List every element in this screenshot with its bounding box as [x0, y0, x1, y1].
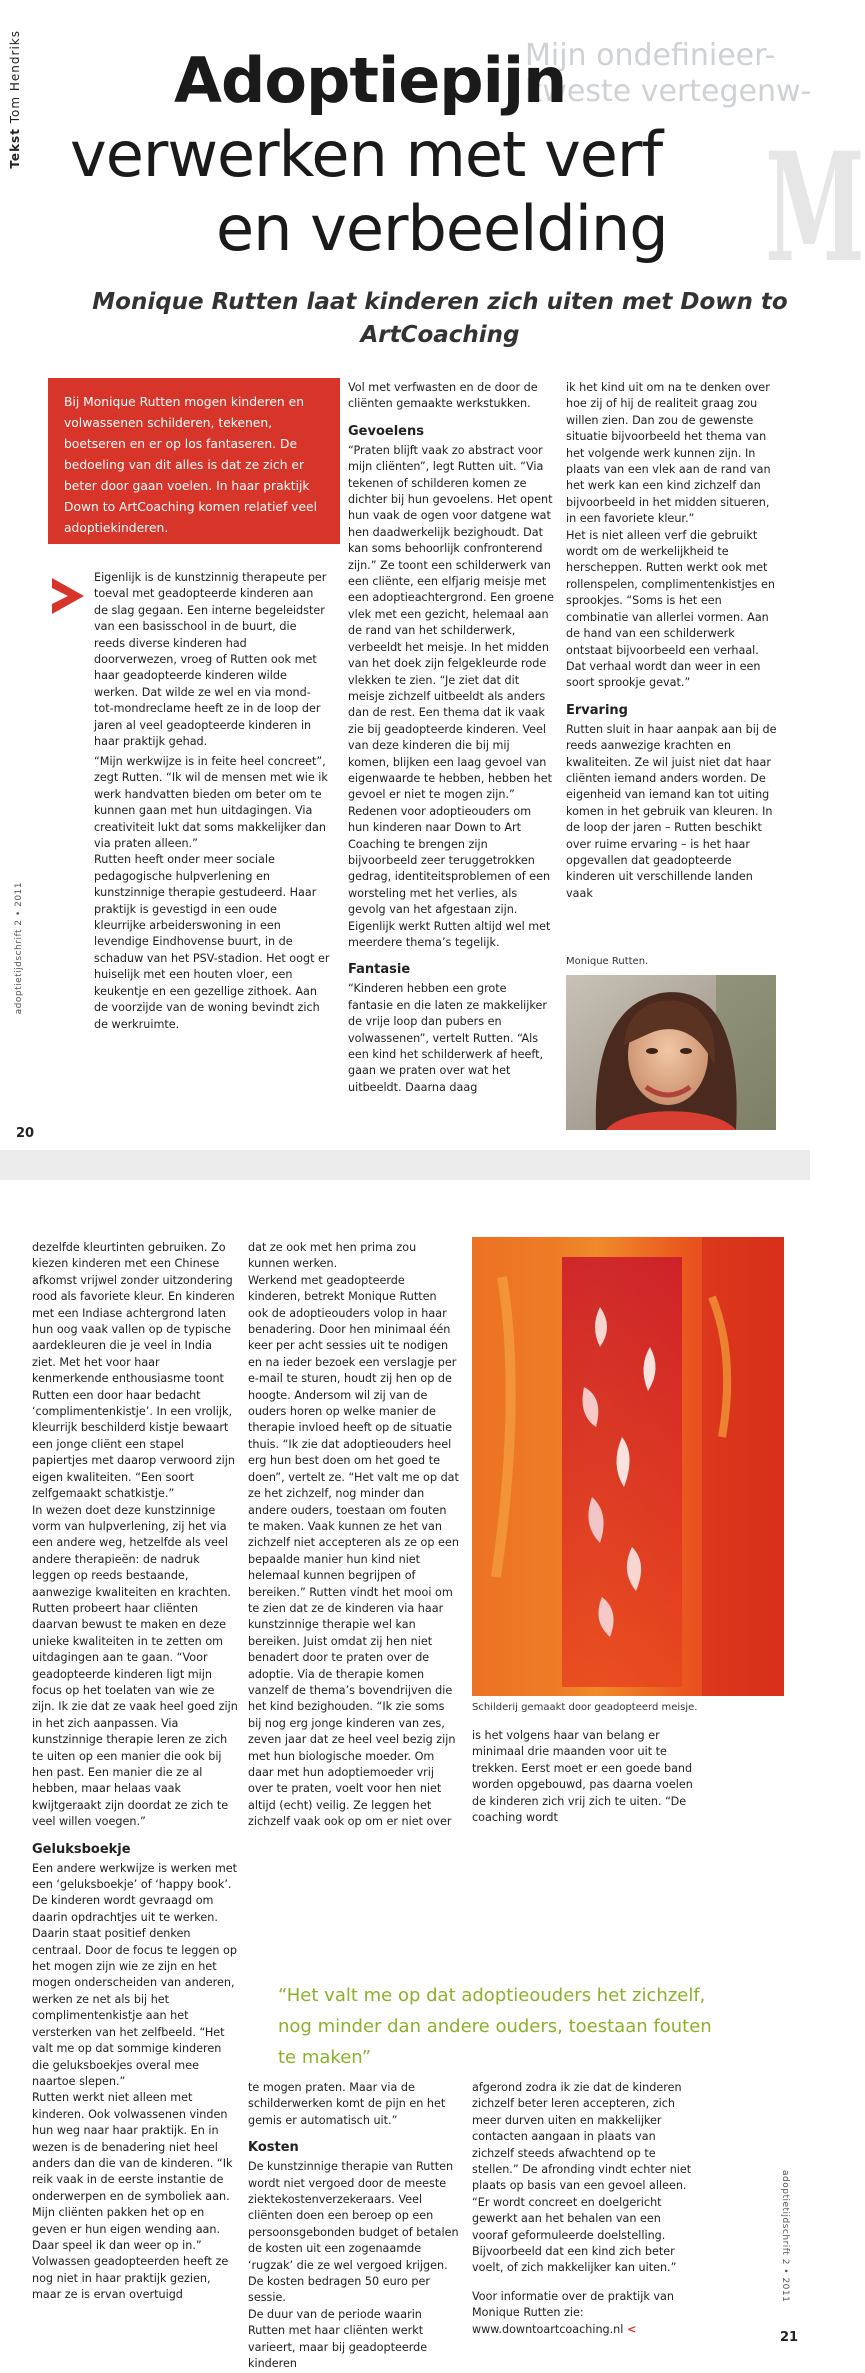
credit-label: Tekst [8, 128, 22, 169]
article-column-3 [566, 380, 780, 902]
subtitle: Monique Rutten laat kinderen zich uiten met Down to ArtCoaching [92, 289, 788, 348]
intro-box: Bij Monique Rutten mogen kinderen en volwassenen schilderen, tekenen, boetseren en er op los fantaseren. De bedoeling van dit alles is dat ze zich er beter door gaan voelen. In haar praktijk Down to ArtCoaching komen relatief veel adoptiekinderen. [48, 378, 340, 544]
section-heading: Fantasie [348, 962, 411, 978]
paragraph: ik het kind uit om na te denken over hoe zij of hij de realiteit graag zou willen zien. Dan zou de gewenste situatie bijvoorbeeld het thema van het volgende werk kunnen zijn. In plaats van een vlek aan de rand van het werk kan een kind zichzelf dan bijvoorbeeld in het midden situeren, in een favoriete kleur.” [566, 381, 771, 526]
title-line-3: en verbeelding [216, 192, 668, 265]
footer-vertical-text: adoptietijdschrift 2 • 2011 [780, 2170, 790, 2303]
paragraph: Redenen voor adoptieouders om hun kinderen naar Down to Art Coaching te brengen zijn bijvoorbeeld zeer teruggetrokken gedrag, identiteitsproblemen of een worsteling met het verlies, als gevolg van het afgestaan zijn. Eigenlijk werkt Rutten altijd wel met meerdere thema’s tegelijk. [348, 804, 551, 949]
credit-name: Tom Hendriks [8, 30, 22, 124]
article-column-1b [94, 754, 330, 1033]
paragraph: Een andere werkwijze is werken met een ‘geluksboekje’ of ‘happy book’. De kinderen wordt gevraagd om daarin opdrachtjes uit te werken. Daarin staat positief denken centraal. Door de focus te leggen op het mogen zijn wie ze zijn en het mogen onderscheiden van anderen, werken ze net als bij het complimentenkistje aan het versterken van het zelfbeeld. “Het valt me op dat sommige kinderen die geluksboekjes overal mee naartoe slepen.” [32, 1861, 238, 2088]
paragraph: dat ze ook met hen prima zou kunnen werken. [248, 1241, 417, 1271]
paragraph: Voor informatie over de praktijk van Monique Rutten zie: [472, 2289, 674, 2320]
article-column-2c [248, 2080, 460, 2373]
article-column-1 [94, 570, 330, 750]
chevron-marker-icon [48, 574, 88, 618]
article-column-1 [32, 1240, 238, 2304]
end-marker-icon: < [626, 2322, 637, 2336]
magazine-page-20 [0, 0, 865, 1150]
author-credit [8, 30, 22, 169]
page-gap [0, 1150, 810, 1180]
pull-quote: “Het valt me op dat adoptieouders het zichzelf, nog minder dan andere ouders, toestaan fouten te maken” [278, 1985, 712, 2068]
article-column-3b [472, 2080, 698, 2338]
footer-vertical-text: adoptietijdschrift 2 • 2011 [14, 882, 24, 1015]
paragraph: Werkend met geadopteerde kinderen, betrekt Monique Rutten ook de adoptieouders volop in haar benadering. Door hen minimaal één keer per acht sessies uit te nodigen en na ieder bezoek een verslagje per e-mail te sturen, houdt zij hen op de hoogte. Andersom wil zij van de ouders horen op welke manier de therapie invloed heeft op de situatie thuis. “Ik zie dat adoptieouders heel erg hun best doen om het goed te doen”, vertelt ze. “Het valt me op dat ze het zichzelf, nog minder dan andere ouders, toestaan om fouten te maken. Vaak kunnen ze het van zichzelf niet accepteren als ze op een bepaalde manier hun kind niet helemaal kunnen begrijpen of bereiken.” Rutten vindt het mooi om te zien dat ze de kinderen via haar kunstzinnige therapie wel kan bereiken. Juist omdat zij hen niet benadert door te praten over de adoptie. Via de therapie komen vanzelf de thema’s bovendrijven die het kind bezighouden. “Ik zie soms bij nog erg jonge kinderen van zes, zeven jaar dat ze heel veel bezig zijn met hun biologische moeder. Om daar met hun adoptiemoeder vrij over te praten, voelt voor hen niet altijd (echt) veilig. Ze leggen het zichzelf vaak ook op om er niet over [248, 1273, 459, 1829]
article-column-2 [348, 380, 554, 1096]
paragraph: “Praten blijft vaak zo abstract voor mijn cliënten”, legt Rutten uit. “Via tekenen of schilderen komen ze dichter bij hun gevoelens. Het opent hun vaak de ogen voor datgene wat hen daadwerkelijk bezighoudt. Dat kan soms behoorlijk confronterend zijn.” Ze toont een schilderwerk van een cliënte, een elfjarig meisje met een adoptieachtergrond. Een groene vlek met een gezicht, helemaal aan de rand van het schilderwerk, verbeeldt het meisje. In het midden van het doek zijn felgekleurde rode vlekken te zien. “Je ziet dat dit meisje zichzelf uitbeeldt als anders dan de rest. Een thema dat ik vaak zie bij geadopteerde kinderen. Veel van deze kinderen die bij mij komen, blijken een laag gevoel van eigenwaarde te hebben, hebben het gevoel er niet te mogen zijn.” [348, 443, 554, 802]
ghost-background-text: Mijn ondefinieer- kweste vertegenw- [525, 38, 812, 109]
portrait-photo [566, 975, 776, 1130]
painting-caption: Schilderij gemaakt door geadopteerd meisje. [472, 1702, 698, 1713]
title-line-1: Adoptiepijn [174, 44, 567, 117]
painting-graphic [472, 1237, 784, 1696]
ghost-letter: M [765, 120, 865, 296]
paragraph: afgerond zodra ik zie dat de kinderen zichzelf beter leren accepteren, zich meer durven uiten en makkelijker contacten aangaan in plaats van zichzelf steeds afwachtend op te stellen.” De afronding vindt echter niet plaats op basis van een gevoel alleen. “Er wordt concreet en doelgericht gewerkt aan het behalen van een vooraf geformuleerde doelstelling. Bijvoorbeeld dat een kind zich beter voelt, of zich makkelijker kan uiten.” [472, 2081, 692, 2275]
article-column-3 [472, 1728, 698, 1826]
section-heading: Kosten [248, 2140, 299, 2156]
paragraph: Rutten heeft onder meer sociale pedagogische hulpverlening en kunstzinnige therapie gestudeerd. Haar praktijk is gevestigd in een oude kleurrijke arbeiderswoning in een levendige Eindhovense buurt, in de schaduw van het PSV-stadion. Het oogt er huiselijk met een houten vloer, een keukentje en een gezellige zithoek. Aan de voorzijde van de woning bevindt zich de werkruimte. [94, 853, 330, 1031]
paragraph: De duur van de periode waarin Rutten met haar cliënten werkt varieert, maar bij geadopteerde kinderen [248, 2307, 428, 2371]
paragraph: “Kinderen hebben een grote fantasie en die laten ze makkelijker de vrije loop dan pubers en volwassenen”, vertelt Rutten. “Als een kind het schilderwerk af heeft, gaan we praten over wat het uitbeeldt. Daarna daag [348, 982, 547, 1094]
paragraph: In wezen doet deze kunstzinnige vorm van hulpverlening, zij het via een andere weg, hetzelfde als veel andere therapieën: de nadruk leggen op reeds bestaande, aanwezige kwaliteiten en krachten. Rutten probeert haar cliënten daarvan bewust te maken en deze unieke kwaliteiten in te zetten om uitdagingen aan te gaan. “Voor geadopteerde kinderen ligt mijn focus op het toelaten van wie ze zijn. Ik zie dat ze vaak heel goed zijn in het zich aanpassen. Via kunstzinnige therapie leren ze zich te uiten op een manier die ook bij hen past. Een manier die ze al hebben, maar helaas vaak kwijtgeraakt zijn doordat ze zich te veel willen voegen.” [32, 1503, 238, 1829]
section-heading: Gevoelens [348, 423, 424, 439]
magazine-page-21 [0, 1180, 810, 2371]
painting-image [472, 1237, 784, 1696]
article-column-2 [248, 1240, 460, 1831]
title-line-2: verwerken met verf [70, 118, 663, 191]
photo-caption: Monique Rutten. [566, 956, 649, 967]
website-link[interactable]: www.downtoartcoaching.nl [472, 2322, 624, 2336]
paragraph: is het volgens haar van belang er minimaal drie maanden voor uit te trekken. Eerst moet er een goede band worden opgebouwd, pas daarna voelen de kinderen zich vrij zich te uiten. “De coaching wordt [472, 1729, 693, 1825]
page-number: 21 [780, 2330, 799, 2345]
paragraph: Het is niet alleen verf die gebruikt wordt om de werkelijkheid te herscheppen. Rutten werkt ook met rollenspelen, complimentenkistjes en sprookjes. “Soms is het een combinatie van allerlei vormen. Aan de hand van een schilderwerk ontstaat bijvoorbeeld een verhaal. Dat verhaal wordt dan weer in een soort sprookje gevat.” [566, 528, 775, 690]
paragraph: De kunstzinnige therapie van Rutten wordt niet vergoed door de meeste ziektekostenverzekeraars. Veel cliënten doen een beroep op een persoonsgebonden budget of betalen de kosten uit een zogenaamde ‘rugzak’ die ze wel vergoed krijgen. De kosten bedragen 50 euro per sessie. [248, 2160, 459, 2305]
website-link-line [472, 2322, 698, 2338]
paragraph: “Mijn werkwijze is in feite heel concreet”, zegt Rutten. “Ik wil de mensen met wie ik werk handvatten bieden om beter om te kunnen gaan met hun uitdagingen. Via creativiteit lukt dat soms makkelijker dan via praten alleen.” [94, 755, 328, 851]
paragraph: Rutten werkt niet alleen met kinderen. Ook volwassenen vinden hun weg naar haar praktijk. En in wezen is de benadering niet heel anders dan die van de kinderen. “Ik reik vaak in de eerste instantie de onderwerpen en de symboliek aan. Mijn cliënten pakken het op en geven er hun eigen wending aan. Daar speel ik dan weer op in.” Volwassen geadopteerden heeft ze nog niet in haar praktijk gezien, maar ze is ervan overtuigd [32, 2091, 233, 2302]
page-number: 20 [16, 1126, 35, 1141]
paragraph: Vol met verfwasten en de door de cliënten gemaakte werkstukken. [348, 381, 538, 411]
paragraph: Rutten sluit in haar aanpak aan bij de reeds aanwezige krachten en kwaliteiten. Ze wil juist niet dat haar cliënten iemand anders worden. De eigenheid van iemand kan tot uiting komen in het gebruik van kleuren. In de loop der jaren – Rutten beschikt over ruime ervaring – is het haar opgevallen dat geadopteerde kinderen uit verschillende landen vaak [566, 722, 777, 900]
section-heading: Ervaring [566, 702, 628, 718]
paragraph: dezelfde kleurtinten gebruiken. Zo kiezen kinderen met een Chinese afkomst vrijwel zonder uitzondering rood als favoriete kleur. En kinderen met een Indiase achtergrond laten hun oog vaak vallen op de typische aardekleuren die je veel in India ziet. Met het voor haar kenmerkende enthousiasme toont Rutten een door haar bedacht ‘complimentenkistje’. In een vrolijk, kleurrijk beschilderd kistje bewaart een jonge cliënt een stapel papiertjes met daarop verwoord zijn eigen kwaliteiten. “Een soort zelfgemaakt schatkistje.” [32, 1241, 235, 1501]
section-heading: Geluksboekje [32, 1841, 131, 1857]
portrait-image [566, 975, 776, 1130]
paragraph: Eigenlijk is de kunstzinnig therapeute per toeval met geadopteerde kinderen aan de slag gegaan. Een interne begeleidster van een basisschool in de buurt, die reeds diverse kinderen had doorverwezen, vroeg of Rutten ook met haar geadopteerde kinderen wilde werken. Dat wilde ze wel en via mond-tot-mondreclame heeft ze in de loop der jaren al veel geadopteerde kinderen in haar praktijk gehad. [94, 571, 327, 749]
paragraph: te mogen praten. Maar via de schilderwerken komt de pijn en het gemis er automatisch uit.” [248, 2081, 446, 2127]
